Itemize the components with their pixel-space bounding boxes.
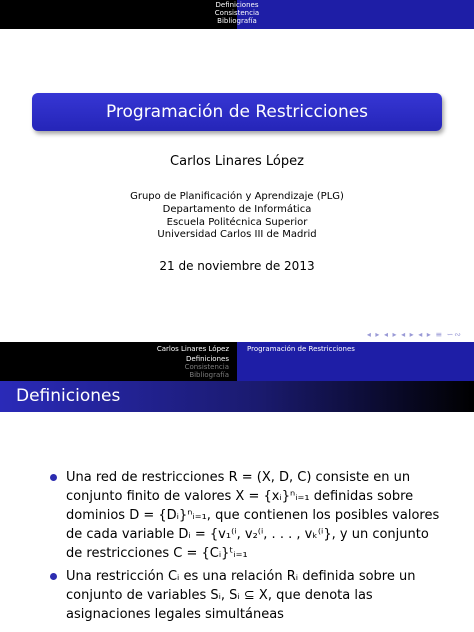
bullet-icon	[50, 474, 57, 481]
nav-section-definiciones[interactable]: Definiciones	[186, 355, 229, 363]
nav-section-bibliografia[interactable]: Bibliografía	[217, 17, 257, 25]
nav-section-bibliografia[interactable]: Bibliografía	[189, 371, 229, 379]
slide2-header-right	[237, 342, 474, 381]
nav-section-consistencia[interactable]: Consistencia	[214, 9, 260, 17]
institution-line: Grupo de Planificación y Aprendizaje (PLG)	[130, 191, 344, 202]
nav-section-consistencia[interactable]: Consistencia	[184, 363, 229, 371]
slide1-header	[0, 0, 474, 29]
beamer-navigation-icons[interactable]: ◂ ▸ ◂ ▸ ◂ ▸ ◂ ▸ ≡ ∽∾	[366, 330, 462, 339]
header-presentation-title: Programación de Restricciones	[247, 345, 355, 353]
institution-line: Universidad Carlos III de Madrid	[157, 229, 317, 240]
slide2-header-left	[0, 342, 237, 381]
frame-title: Definiciones	[16, 386, 121, 406]
presentation-date: 21 de noviembre de 2013	[159, 259, 315, 273]
institution-line: Departamento de Informática	[162, 204, 312, 215]
frame-title-bar	[0, 381, 474, 412]
bullet-icon	[50, 573, 57, 580]
bullet-text: Una restricción Cᵢ es una relación Rᵢ definida sobre un conjunto de variables Sᵢ, Sᵢ ⊆ X, que denota las asignaciones legales simultáneas	[66, 569, 416, 622]
nav-section-definiciones[interactable]: Definiciones	[215, 1, 259, 9]
slide2-header	[0, 342, 474, 381]
header-author: Carlos Linares López	[156, 345, 229, 353]
list-item	[48, 468, 448, 563]
author-name: Carlos Linares López	[170, 154, 304, 169]
definitions-list	[48, 468, 448, 628]
bullet-text: Una red de restricciones R = (X, D, C) consiste en un conjunto finito de valores X = {xᵢ}ⁿᵢ₌₁ definidas sobre dominios D = {Dᵢ}ⁿᵢ₌₁, que contienen los posibles valores de cada variable Dᵢ = {v₁⁽ⁱ, v₂⁽ⁱ, . . . , vₖ⁽ⁱ}, y un conjunto de restricciones C = {Cᵢ}ᵗᵢ₌₁	[66, 470, 440, 561]
presentation-title: Programación de Restricciones	[32, 93, 442, 131]
institution-line: Escuela Politécnica Superior	[166, 217, 308, 228]
list-item	[48, 567, 448, 624]
